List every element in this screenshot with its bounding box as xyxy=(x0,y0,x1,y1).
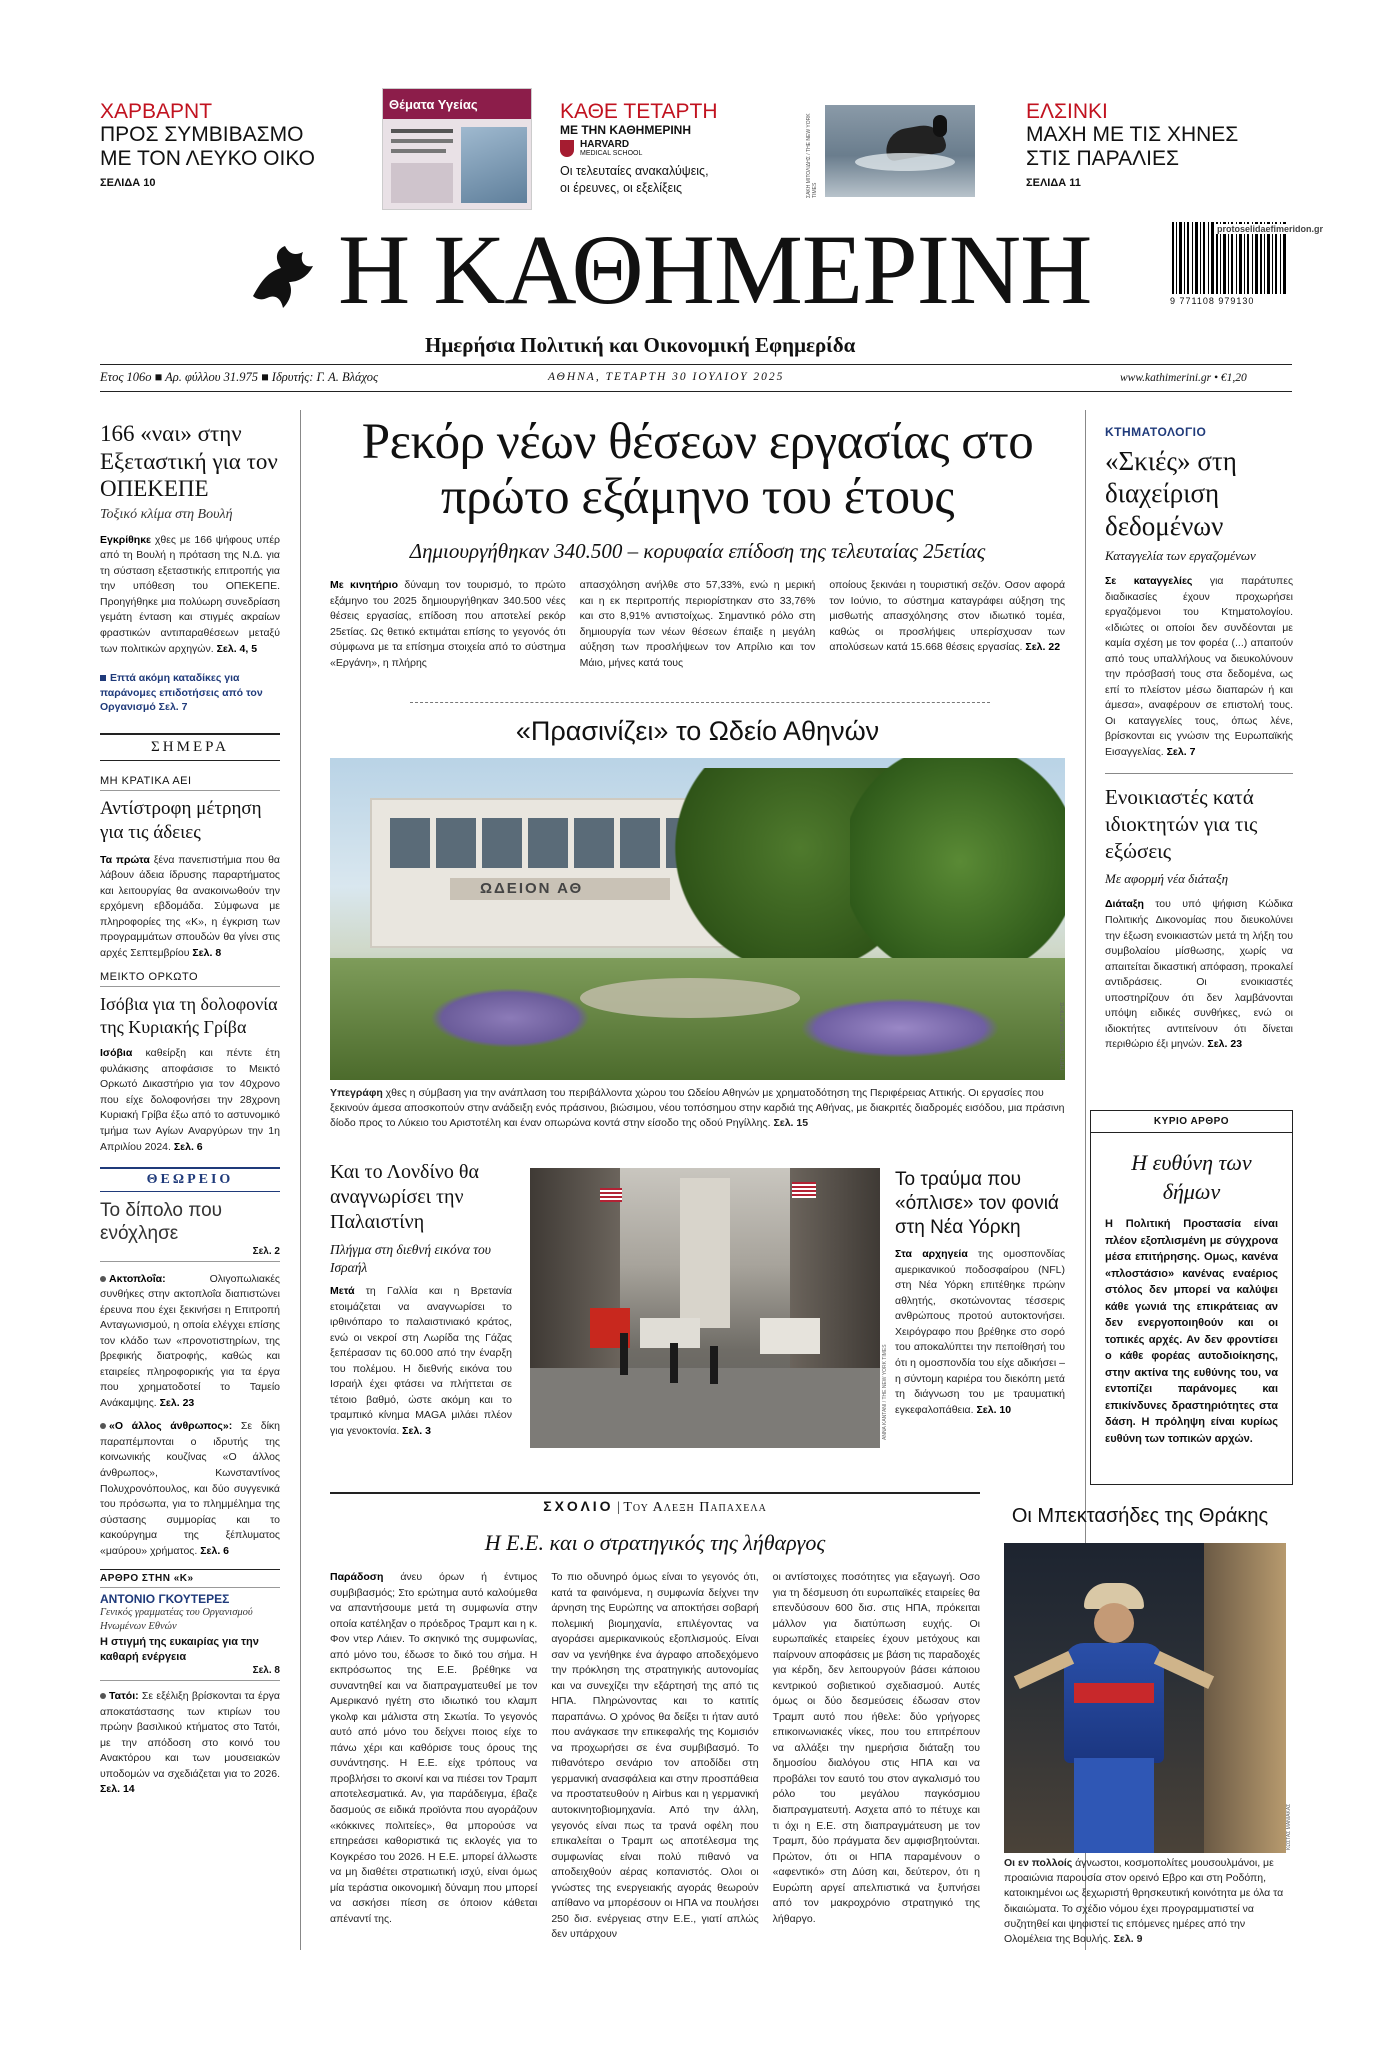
odeio-title: «Πρασινίζει» το Ωδείο Αθηνών xyxy=(515,716,880,746)
barcode-digits: 9 771108 979130 xyxy=(1170,296,1255,306)
editorial-box[interactable] xyxy=(1090,1110,1293,1485)
commentary-col-1: άνευ όρων ή έντιμος συμβιβασμός; Στο ερώτημα αυτό καλούμεθα να απαντήσουμε μετά τη συμφωνία στην οποία κατέληξαν ο πρόεδρος Τραμπ και η κ. Φον ντερ Λάιεν. Το σκηνικό της συμφωνίας, από μόνο του, έδωσε το δικό του σήμα. Η εκπρόσωπος της Ε.Ε. βρέθηκε να συναντηθεί και να διαπραγματευθεί με τον Αμερικανό ηγέτη στο ιδιωτικό του κλαμπ γκολφ και μάλιστα στη Σκωτία. Το γεγονός αυτό από μόνο του δείχνει ποιος είχε το πάνω χέρι και καθόρισε τους όρους της συνάντησης. Η Ε.Ε. είχε τρόπους να προβλήσει το σκοινί και να πιέσει τον Τραμπ αποτελεσματικά. Αν, για παράδειγμα, έβαζε δασμούς σε ειδικά προϊόντα που αγοράζουν «κόκκινες πολιτείες», θα μπορούσε να επηρεάσει καθοριστικά τις εκλογές για το Κογκρέσο του 2026. Η Ε.Ε. μπορεί άλλωστε να μη διαθέτει στρατιωτική ισχύ, είναι όμως μία τεράστια οικονομική δύναμη που μπορεί να ασκήσει πίεση σε όποιον κάθεται απέναντί της. xyxy=(330,1571,538,1925)
thrace-title: Οι Μπεκτασήδες της Θράκης xyxy=(1011,1505,1269,1527)
harvard-logo-text: HARVARD xyxy=(580,139,630,151)
story-label: ΜΕΙΚΤΟ ΟΡΚΩΤΟ xyxy=(100,971,280,987)
teaser-red-label: ΚΑΘΕ ΤΕΤΑΡΤΗ xyxy=(560,100,718,123)
thumb-title: Θέματα Υγείας xyxy=(389,97,478,112)
lead-word: Με κινητήριο xyxy=(330,579,399,592)
thrace-caption xyxy=(1004,1856,1288,1947)
author-name: ΑΝΤΟΝΙΟ ΓΚΟΥΤΕΡΕΣ xyxy=(100,1592,230,1607)
bektashi-dancer-photo xyxy=(1004,1543,1286,1853)
teaser-sub: ΜΕ ΤΗΝ ΚΑΘΗΜΕΡΙΝΗ xyxy=(560,123,692,138)
teaser-line: ΜΕ ΤΟΝ ΛΕΥΚΟ ΟΙΚΟ xyxy=(100,147,316,171)
right-column xyxy=(1105,425,1293,1053)
commentary-col-2: Το πιο οδυνηρό όμως είναι το γεγονός ότι, κατά τα φαινόμενα, η συμφωνία δείχνει την άρνηση της Ευρώπης να αποκτήσει σοβαρή πολεμική βιομηχανία, επιλέγοντας να αγοράσει αμερικανικούς εξοπλισμούς. Είναι σαν να γενήθηκε ένα άγραφο αποδεχόμενο την πρόκληση της στρατηγικής αυτονομίας και να συνεχίζει την εξάρτησή της από τις ΗΠΑ. Πληρώνοντας και το κατιτίς παραπάνω. Ο χρόνος θα δείξει τι ήταν αυτό που ανάγκασε την επικεφαλής της Κομισιόν να προχωρήσει σε ένα συμβιβασμό. Το πιθανότερο σενάριο τον αποδίδει στη γερμανική ανασφάλεια και στην προσπάθεια να προστατευθούν η Airbus και η γερμανική αυτοκινητοβιομηχανία. Από την άλλη, γεγονός είναι πως τα τρανά οφέλη που επικαλείται ο Τραμπ ως αποτέλεσμα της συμφωνίας είναι πολύ πιθανό να αποδειχθούν αέρας κοπανιστός. Ολοι οι γνώστες της ενεργειακής αγοράς θεωρούν απίθανο να μπορέσουν οι ΗΠΑ να πουλήσει 250 δισ. ενέργειας στην Ε.Ε., γιατί απλώς δεν υπάρχουν xyxy=(551,1571,759,1941)
teaser-page: ΣΕΛΙΔΑ 11 xyxy=(1026,177,1081,190)
harvard-logo-sub: MEDICAL SCHOOL xyxy=(580,150,643,158)
lead-col-1: δύναμη τον τουρισμό, το πρώτο εξάμηνο του 2025 δημιουργήθηκαν 340.500 νέες θέσεις εργασίας, επίδοση που αποτελεί ρεκόρ 25ετίας. Ως θετικό εκτιμάται επίσης το γεγονός ότι σύμφωνα με τα επίσημα στοιχεία από το σύστημα «Εργάνη», η πλήρης xyxy=(330,579,566,669)
brief-tatoi[interactable] xyxy=(100,1689,280,1798)
nyc-street-photo xyxy=(530,1168,880,1448)
photo-credit: ΚΩΣΤΑΣ ΜΑΝΙΑΚΑΣ xyxy=(1286,1803,1292,1850)
story-headline: Η στιγμή της ευκαιρίας για την καθαρή ενέργεια xyxy=(100,1636,259,1664)
story-subhead: Καταγγελία των εργαζομένων xyxy=(1105,548,1256,564)
lead-word: Οι εν πολλοίς xyxy=(1004,1857,1073,1869)
section-simera: ΣΗΜΕΡΑ xyxy=(100,733,280,761)
caption-text: άγνωστοι, κοσμοπολίτες μουσουλμάνοι, με προαιώνια παρουσία στον ορεινό Εβρο και στη Ροδόπη, κατοικημένοι ως ξεχωριστή θρησκευτική κοινότητα με όλα τα δικαιώματα. Το σχέδιο νόμου έχει προγραμματιστεί να συζητηθεί και ψηφιστεί τις επόμενες ημέρες από την Ολομέλεια της Βουλής. xyxy=(1004,1857,1284,1946)
lead-word: Ακτοπλοΐα: xyxy=(109,1272,166,1285)
lead-col-2: απασχόληση ανήλθε στο 57,33%, ενώ η μερική και η εκ περιτροπής περιορίστηκαν στο 33,76% και στο 8,91% αντιστοίχως. Σημαντικό ρόλο στη δημιουργία των νέων θέσεων έπαιξε η μεγάλη αύξηση των προσλήψεων τον Απρίλιο και τον Μάιο, μήνες κατά τους xyxy=(579,579,816,669)
teaser-line: ΠΡΟΣ ΣΥΜΒΙΒΑΣΜΟ xyxy=(100,123,304,147)
teaser-helsinki[interactable] xyxy=(1026,100,1266,189)
photo-credit: ΣΑΚΗ ΜΙΤΟΛΙΔΗΣ / THE NEW YORK TIMES xyxy=(806,113,818,198)
bullet-dot-icon xyxy=(100,1276,106,1282)
page-ref: Σελ. 7 xyxy=(158,701,188,714)
story-subhead: Τοξικό κλίμα στη Βουλή xyxy=(100,506,233,522)
story-headline: «Σκιές» στη διαχείριση δεδομένων xyxy=(1105,446,1237,541)
lead-story[interactable] xyxy=(330,415,1065,671)
commentary-col-3: οι αντίστοιχες ποσότητες για εξαγωγή. Οσο για τη δέσμευση ότι ευρωπαϊκές εταιρείες θα επενδύσουν 600 δισ. στις ΗΠΑ, πρόκειται μάλλον για διατύπωση ευχής. Οι ευρωπαϊκές εταιρείες έχουν μετόχους και παίρνουν αποφάσεις με βάση τις παραδοχές για κέρδη, δεν λειτουργούν βάσει κάποιου κεντρικού σοβιετικού σχεδιασμού. Αυτές όμως οι δύο δεσμεύσεις έδωσαν στον Τραμπ αυτό που ήθελε: δύο γρήγορες επικοινωνιακές νίκες, που του επιτρέπουν να αλλάξει την ημερήσια διάταξη του δημοσίου διαλόγου στις ΗΠΑ και να προβάλει τον εαυτό του στον αγκαλισμό του ρόλο του μεγάλου παγκόσμιου διαπραγματευτή. Ασχετα από το πέτυχε και τι όχι η Ε.Ε. στη διαπραγμάτευση με τον Τραμπ, δύο πράγματα δεν αμφισβητούνται. Πρώτον, ότι οι ΗΠΑ παραμένουν ο «αφεντικό» στη Δύση και, δεύτερον, ότι η Ευρώπη αργεί απελπιστικά να ξυπνήσει από τον μακροχρόνιο στρατηγικό της λήθαργο. xyxy=(772,1571,980,1925)
health-supplement-thumbnail xyxy=(382,88,532,210)
teaser-line: ΜΑΧΗ ΜΕ ΤΙΣ ΧΗΝΕΣ xyxy=(1026,123,1239,147)
page-ref: Σελ. 10 xyxy=(976,1403,1012,1416)
harvard-shield-icon xyxy=(560,140,574,157)
page-ref: Σελ. 9 xyxy=(1113,1933,1143,1946)
brief-allos-anthropos[interactable] xyxy=(100,1419,280,1559)
odeio-caption xyxy=(330,1086,1065,1132)
lead-word: Στα αρχηγεία xyxy=(895,1248,968,1261)
commentary-label: ΣΧΟΛΙΟ xyxy=(543,1498,614,1514)
photo-credit: ΑΝΝΑ ΚΑΝΤΑΝΙ / THE NEW YORK TIMES xyxy=(882,1344,888,1440)
geese-photo xyxy=(825,105,975,197)
lead-word: Ισόβια xyxy=(100,1047,133,1060)
story-headline: Ισόβια για τη δολοφονία της Κυριακής Γρίβα xyxy=(100,994,278,1037)
page-ref: Σελ. 6 xyxy=(200,1544,230,1557)
bullet-story[interactable] xyxy=(100,671,280,715)
page-ref: Σελ. 8 xyxy=(100,1665,280,1681)
lead-word: Τατόι: xyxy=(109,1690,139,1703)
griffin-logo-icon xyxy=(245,238,321,314)
story-body: του υπό ψήφιση Κώδικα Πολιτικής Δικονομίας που διευκολύνει την έξωση ενοικιαστών μετά τη λήξη του συμβολαίου μίσθωσης, χωρίς να απαιτείται δικαστική απόφαση, προκαλεί αντιδράσεις. Οι ενοικιαστές υποστηρίζουν ότι δεν λαμβάνονται υπόψη ειδικές συνθήκες, ενώ οι ιδιοκτήτες αντιτείνουν ότι δίνεται περιθώριο έξι μηνών. xyxy=(1105,898,1293,1051)
lead-word: Τα πρώτα xyxy=(100,853,150,866)
teaser-page: ΣΕΛΙΔΑ 10 xyxy=(100,177,156,190)
lead-word: Υπεγράφη xyxy=(330,1087,383,1099)
page-ref: Σελ. 6 xyxy=(173,1140,203,1153)
story-subhead: Πλήγμα στη διεθνή εικόνα του Ισραήλ xyxy=(330,1242,491,1275)
lead-word: Παράδοση xyxy=(330,1571,384,1583)
story-body: Σε εξέλιξη βρίσκονται τα έργα αποκατάστασης των κτιρίων του πρώην βασιλικού κτήματος στο Τατόι, με την απόδοση στο κοινό του Ανακτόρου και των μουσειακών υποδομών να σχεδιάζεται για το 2026. xyxy=(100,1690,280,1780)
story-body: για παράτυπες διαδικασίες έχουν προχωρήσει εργαζόμενοι του Κτηματολογίου. «Ιδιώτες οι οποίοι δεν συνδέονται με καμία σχέση με τον φορέα (...) απαιτούν από τους υπαλλήλους να διευκολύνουν την πρόσβασή τους στα δεδομένα, ως επί το πλείστον μέσω διαπαρών ή και άμεσα», αναφέρουν σε επιστολή τους. Οι καταγγελίες τους, όπως λένε, βρίσκονται εις γνώσιν της Ευρωπαϊκής Εισαγγελίας. xyxy=(1105,575,1293,759)
section-theorio: ΘΕΩΡΕΙΟ xyxy=(100,1167,280,1192)
page-ref: Σελ. 22 xyxy=(1025,641,1061,654)
story-body: χθες με 166 ψήφους υπέρ από τη Βουλή η πρόταση της Ν.Δ. για τη σύσταση εξεταστικής επιτροπής για την υπόθεση του ΟΠΕΚΕΠΕ. Προηγήθηκε μια πολύωρη συνεδρίαση γεμάτη ένταση και στιγμές ακραίων φραστικών αντιπαραθέσεων μεταξύ των πολιτικών αρχηγών. xyxy=(100,533,280,655)
bullet-text: Επτά ακόμη καταδίκες για παράνομες επιδοτήσεις από τον Οργανισμό xyxy=(100,672,263,714)
lead-subhead: Δημιουργήθηκαν 340.500 – κορυφαία επίδοση της τελευταίας 25ετίας xyxy=(409,539,986,564)
teaser-line: ΣΤΙΣ ΠΑΡΑΛΙΕΣ xyxy=(1026,147,1179,171)
story-aei[interactable] xyxy=(100,775,280,961)
story-ktimatologio[interactable] xyxy=(1105,425,1293,761)
teaser-red-label: ΧΑΡΒΑΡΝΤ xyxy=(100,100,213,123)
author-role: Γενικός γραμματέας του Οργανισμού Ηνωμένων Εθνών xyxy=(100,1607,253,1632)
guest-article[interactable] xyxy=(100,1569,280,1681)
commentary-title: Η Ε.Ε. και ο στρατηγικός της λήθαργος xyxy=(484,1530,826,1555)
lead-word: Σε καταγγελίες xyxy=(1105,575,1193,588)
lead-col-3: οποίους ξεκινάει η τουριστική σεζόν. Οσον αφορά τον Ιούνιο, το σύστημα καταγράφει αύξηση της μισθωτής απασχόλησης στον ιδιωτικό τομέα, καθώς οι προσλήψεις υπερίσχυσαν των απολύσεων κατά 15.668 θέσεις εργασίας. xyxy=(829,579,1066,654)
lead-word: Μετά xyxy=(330,1285,355,1298)
website-price: www.kathimerini.gr • €1,20 xyxy=(1120,372,1247,384)
commentary-body[interactable] xyxy=(330,1570,980,1943)
story-headline: Αντίστροφη μέτρηση για τις άδειες xyxy=(100,798,262,843)
story-body: Ολιγοπωλιακές συνθήκες στην ακτοπλοΐα διαπιστώνει έρευνα που έχει ξεκινήσει η Επιτροπή Ανταγωνισμού, η οποία ελέγχει επίσης τον κλάδο των «προνοτιστηρίων, της βρεφικής διατροφής, καθώς και εταιρείες πληροφορικής για τα έργα που χρηματοδοτεί το Ταμείο Ανάκαμψης. xyxy=(100,1272,280,1409)
lead-word: Διάταξη xyxy=(1105,898,1144,911)
watermark-text: protoselidaefimeridon.gr xyxy=(1217,224,1324,234)
odeio-rendering-photo xyxy=(330,758,1065,1080)
teaser-desc: Οι τελευταίες ανακαλύψεις, xyxy=(560,164,709,179)
story-body: ξένα πανεπιστήμια που θα λάβουν άδεια ίδρυσης παραρτήματος και λειτουργίας θα ανακοινωθούν την ερχόμενη εβδομάδα. Σύμφωνα με πληροφορίες της «Κ», η έγκριση των προγραμμάτων σπουδών θα γίνει στις αρχές Σεπτεμβρίου xyxy=(100,853,281,959)
left-column xyxy=(100,420,280,1798)
page-ref: Σελ. 23 xyxy=(159,1396,195,1409)
editorial-label: ΚΥΡΙΟ ΑΡΘΡΟ xyxy=(1091,1111,1292,1133)
story-headline: Το δίπολο που ενόχλησε xyxy=(100,1200,223,1244)
teaser-red-label: ΕΛΣΙΝΚΙ xyxy=(1026,100,1108,123)
story-body: Σε δίκη παραπέμπονται ο ιδρυτής της κοινωνικής κουζίνας «Ο άλλος άνθρωπος», Κωνσταντίνος Πολυχρονόπουλος, και δύο συγγενικά του πρόσωπα, για το πλημμέλημα της σύστασης συμμορίας και το κακούργημα της ξέπλυματος «μαύρου» χρήματος. xyxy=(100,1420,280,1557)
bullet-dot-icon xyxy=(100,1693,106,1699)
caption-text: χθες η σύμβαση για την ανάπλαση του περιβάλλοντα χώρου του Ωδείου Αθηνών με χρηματοδότηση της Περιφέρειας Αττικής. Οι εργασίες που ξεκινούν άμεσα αποσκοπούν στην ανάδειξη ενός πράσινου, βιώσιμου, νέου τοπόσημου στην καρδιά της Αθήνας, με διακριτές διαδρομές εισόδου, μια πράσινη δίοδο προς το Λύκειο του Αριστοτέλη και έναν οπωρώνα κοντά στην είσοδο της οδού Ρηγίλλης. xyxy=(330,1087,1065,1130)
bullet-square-icon xyxy=(100,675,106,681)
story-headline: Και το Λονδίνο θα αναγνωρίσει την Παλαιστίνη xyxy=(330,1161,479,1233)
barcode xyxy=(1170,222,1290,312)
masthead-title: Η ΚΑΘΗΜΕΡΙΝΗ xyxy=(338,214,1092,325)
story-headline: Το τραύμα που «όπλισε» τον φονιά στη Νέα Υόρκη xyxy=(895,1169,1059,1238)
story-body: τη Γαλλία και η Βρετανία ετοιμάζεται να αναγνωρίσει το ιρθινόπαρο το παλαιστινιακό κράτος, ενώ οι νεκροί στη Λωρίδα της Γάζας ξεπέρασαν τις 60.000 από την έναρξη του πολέμου. Η διεθνής εικόνα του Ισραήλ έχει φτάσει να πλήττεται σε τέτοιο βαθμό, ώστε ακόμη και το τραμπικό κίνημα MAGA μιλάει πλέον για γενοκτονία. xyxy=(330,1285,512,1437)
commentary-author: Του Αλεξη Παπαχελα xyxy=(623,1500,767,1515)
lead-word: Εγκρίθηκε xyxy=(100,533,152,546)
lead-word: «Ο άλλος άνθρωπος»: xyxy=(109,1420,233,1433)
story-headline: Ενοικιαστές κατά ιδιοκτητών για τις εξώσεις xyxy=(1105,784,1258,864)
story-london[interactable] xyxy=(330,1160,512,1439)
editorial-title: Η ευθύνη των δήμων xyxy=(1131,1150,1252,1204)
bullet-dot-icon xyxy=(100,1423,106,1429)
page-ref: Σελ. 8 xyxy=(192,946,222,959)
story-opekepe[interactable] xyxy=(100,420,280,657)
lead-headline: Ρεκόρ νέων θέσεων εργασίας στο πρώτο εξάμηνο του έτους xyxy=(361,414,1034,526)
story-label: ΜΗ ΚΡΑΤΙΚΑ ΑΕΙ xyxy=(100,775,280,791)
story-nyc[interactable] xyxy=(895,1168,1065,1418)
story-body: καθείρξη και πέντε έτη φυλάκισης αποφάσισε το Μεικτό Ορκωτό Δικαστήριο για τον 40χρονο που είχε δολοφονήσει την 28χρονη Κυριακή Γρίβα έξω από το αστυνομικό τμήμα των Αγίων Αναργύρων την 1η Απριλίου 2024. xyxy=(100,1047,280,1153)
page-ref: Σελ. 23 xyxy=(1207,1038,1243,1051)
building-sign: ΩΔΕΙΟΝ ΑΘ xyxy=(480,880,584,897)
issue-info: Ετος 106ο ■ Αρ. φύλλου 31.975 ■ Ιδρυτής: Γ. Α. Βλάχος xyxy=(100,370,379,384)
story-griva[interactable] xyxy=(100,971,280,1155)
page-ref: Σελ. 3 xyxy=(402,1424,431,1437)
page-ref: Σελ. 2 xyxy=(100,1246,280,1262)
story-label: ΚΤΗΜΑΤΟΛΟΓΙΟ xyxy=(1105,425,1207,439)
story-body: της ομοσπονδίας αμερικανικού ποδοσφαίρου (NFL) στη Νέα Υόρκη επιτέθηκε πρώην αθλητής, σκοτώνοντας τέσσερις ανθρώπους προτού αυτοκτονήσει. Χειρόγραφο που βρέθηκε στο σορό του αποκαλύπτει την πεποίθησή του ότι η ομοσπονδία του είχε αδικήσει – η σύντομη καριέρα του διεκόπη μετά τη διάγνωση του με τραυματική εγκεφαλοπάθεια. xyxy=(895,1248,1066,1416)
editorial-body: Η Πολιτική Προστασία είναι πλέον εξοπλισμένη με σύγχρονα μέσα επιτήρησης. Ομως, κανένα «πλοστάσιο» κανένας εναέριος στόλος δεν μπορεί να καλύψει κάθε γωνιά της επικράτειας αν δεν ενεργοποιηθούν και οι τοπικές αρχές. Αν δεν φροντίσει ο κάθε φορέας αυτοδιοίκησης, στην ακτίνα της ευθύνης του, να εντοπίζει παράνομες και επικίνδυνες δραστηριότητες στα δάση. Η πρόληψη είναι κυρίως ευθύνη των τοπικών αρχών. xyxy=(1105,1218,1278,1445)
page-ref: Σελ. 7 xyxy=(1166,746,1196,759)
story-subhead: Με αφορμή νέα διάταξη xyxy=(1105,871,1229,887)
photo-credit: ΠΗΓΗ: ΠΕΡΙΦΕΡΕΙΑ ΑΤΤΙΚΗΣ xyxy=(1060,1001,1066,1070)
story-enoikiastes[interactable] xyxy=(1105,773,1293,1053)
brief-aktoploia[interactable] xyxy=(100,1272,280,1412)
issue-date: ΑΘΗΝΑ, ΤΕΤΑΡΤΗ 30 ΙΟΥΛΙΟΥ 2025 xyxy=(548,371,785,383)
story-dipolo[interactable] xyxy=(100,1200,280,1262)
teaser-health[interactable] xyxy=(560,100,780,197)
story-headline: 166 «ναι» στην Εξεταστική για τον ΟΠΕΚΕΠΕ xyxy=(100,421,278,502)
commentary-header: ΣΧΟΛΙΟ | Του Αλεξη Παπαχελα xyxy=(543,1498,767,1515)
page-ref: Σελ. 15 xyxy=(773,1117,809,1130)
page-ref: Σελ. 4, 5 xyxy=(216,642,258,655)
story-label: ΑΡΘΡΟ ΣΤΗΝ «Κ» xyxy=(100,1569,280,1588)
teaser-desc: οι έρευνες, οι εξελίξεις xyxy=(560,180,683,195)
masthead-subtitle: Ημερήσια Πολιτική και Οικονομική Εφημερίδα xyxy=(425,333,856,357)
page-ref: Σελ. 14 xyxy=(100,1783,135,1796)
teaser-harvard[interactable] xyxy=(100,100,340,189)
